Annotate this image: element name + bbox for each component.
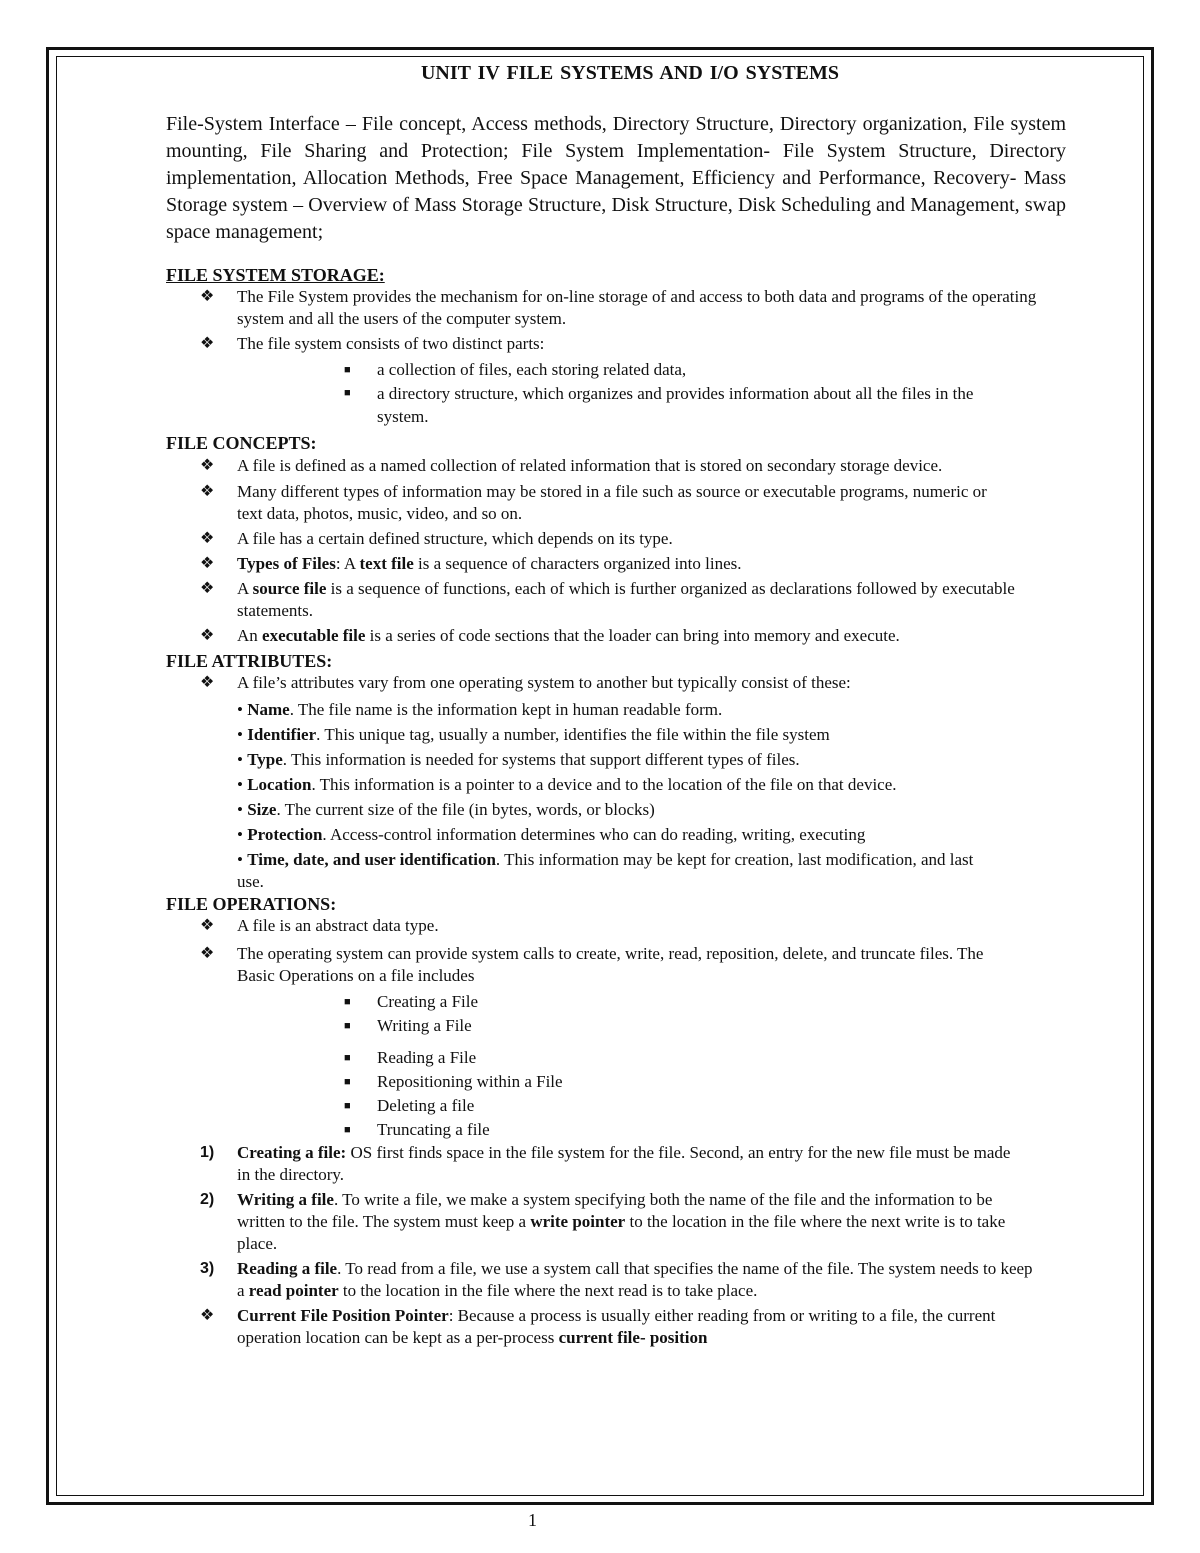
- diamond-bullet-icon: ❖: [200, 530, 215, 547]
- diamond-bullet-icon: ❖: [200, 917, 215, 934]
- attribute-item: • Size. The current size of the file (in bytes, words, or blocks): [237, 800, 655, 819]
- numbered-item: 1) Creating a file: OS first finds space in the file system for the file. Second, an entry for the new file must be made in the directory.: [200, 1143, 1011, 1184]
- sub-list-item: ■ a directory structure, which organizes and provides information about all the files in the system.: [344, 384, 974, 426]
- operation-list-item: ■ Creating a File: [166, 990, 1066, 1014]
- dot-bullet-icon: •: [237, 700, 248, 719]
- attribute-item: • Time, date, and user identification. This information may be kept for creation, last modification, and last use.: [237, 850, 974, 891]
- syllabus-intro: File-System Interface – File concept, Access methods, Directory Structure, Directory organization, File system mounting, File Sharing and Protection; File System Implementation- File System Structure, Directory implementation, Allocation Methods, Free Space Management, Efficiency and Performance, Recovery- Mass Storage system – Overview of Mass Storage Structure, Disk Structure, Disk Scheduling and Management, swap space management;: [166, 113, 1066, 243]
- numbered-item: 3) Reading a file. To read from a file, we use a system call that specifies the name of the file. The system needs to keep a read pointer to the location in the file where the next read is to take place.: [200, 1259, 1033, 1300]
- operation-list-item: ■ Writing a File: [166, 1014, 1066, 1038]
- diamond-bullet-icon: ❖: [200, 627, 215, 644]
- attribute-item: • Name. The file name is the information kept in human readable form.: [237, 700, 723, 719]
- heading-file-system-storage: FILE SYSTEM STORAGE:: [166, 265, 385, 285]
- list-item: ❖ The operating system can provide system calls to create, write, read, reposition, delete, and truncate files. The Basic Operations on a file includes: [200, 944, 984, 985]
- heading-file-operations: FILE OPERATIONS:: [166, 894, 337, 914]
- heading-file-attributes: FILE ATTRIBUTES:: [166, 651, 333, 671]
- square-bullet-icon: ■: [344, 996, 351, 1008]
- dot-bullet-icon: •: [237, 800, 248, 819]
- dot-bullet-icon: •: [237, 850, 248, 869]
- square-bullet-icon: ■: [344, 1100, 351, 1112]
- list-item: ❖ A source file is a sequence of functions, each of which is further organized as declarations followed by executable statements.: [200, 579, 1015, 620]
- square-bullet-icon: ■: [344, 364, 351, 376]
- attribute-item: • Type. This information is needed for systems that support different types of files.: [237, 750, 800, 769]
- list-item: ❖ Current File Position Pointer: Because a process is usually either reading from or writing to a file, the current operation location can be kept as a per-process current file- position: [200, 1306, 996, 1347]
- page-number: 1: [528, 1510, 537, 1530]
- diamond-bullet-icon: ❖: [200, 674, 215, 691]
- list-item: ❖ Many different types of information may be stored in a file such as source or executable programs, numeric or text data, photos, music, video, and so on.: [200, 482, 987, 523]
- attribute-item: • Protection. Access-control information determines who can do reading, writing, executing: [237, 825, 866, 844]
- list-item: ❖ A file is an abstract data type.: [200, 916, 439, 935]
- diamond-bullet-icon: ❖: [200, 945, 215, 962]
- diamond-bullet-icon: ❖: [200, 335, 215, 352]
- square-bullet-icon: ■: [344, 1052, 351, 1064]
- operation-list-item: ■ Deleting a file: [166, 1094, 1066, 1118]
- diamond-bullet-icon: ❖: [200, 555, 215, 572]
- dot-bullet-icon: •: [237, 725, 248, 744]
- list-item: ❖ An executable file is a series of code sections that the loader can bring into memory and execute.: [200, 626, 900, 645]
- numbered-item: 2) Writing a file. To write a file, we make a system specifying both the name of the file and the information to be written to the file. The system must keep a write pointer to the location in the file where the next write is to take place.: [200, 1190, 1006, 1253]
- operation-list-item: ■ Repositioning within a File: [166, 1070, 1066, 1094]
- attribute-item: • Identifier. This unique tag, usually a number, identifies the file within the file system: [237, 725, 830, 744]
- operation-list-item: ■ Truncating a file: [166, 1118, 1066, 1142]
- diamond-bullet-icon: ❖: [200, 483, 215, 500]
- list-item: ❖ The file system consists of two distinct parts:: [200, 334, 545, 353]
- square-bullet-icon: ■: [344, 387, 351, 399]
- attribute-item: • Location. This information is a pointer to a device and to the location of the file on that device.: [237, 775, 897, 794]
- document-content: [166, 62, 1066, 1352]
- list-item: ❖ The File System provides the mechanism for on-line storage of and access to both data and programs of the operating system and all the users of the computer system.: [200, 287, 1037, 328]
- sub-list-item: ■ a collection of files, each storing related data,: [166, 358, 1066, 382]
- operation-list-item: ■ Reading a File: [166, 1046, 1066, 1070]
- square-bullet-icon: ■: [344, 1124, 351, 1136]
- heading-file-concepts: FILE CONCEPTS:: [166, 433, 317, 453]
- diamond-bullet-icon: ❖: [200, 288, 215, 305]
- square-bullet-icon: ■: [344, 1076, 351, 1088]
- list-item: ❖ A file’s attributes vary from one operating system to another but typically consist of these:: [200, 673, 851, 692]
- diamond-bullet-icon: ❖: [200, 457, 215, 474]
- list-item: ❖ A file is defined as a named collection of related information that is stored on secondary storage device.: [166, 454, 1066, 478]
- diamond-bullet-icon: ❖: [200, 1307, 215, 1324]
- square-bullet-icon: ■: [344, 1020, 351, 1032]
- dot-bullet-icon: •: [237, 825, 248, 844]
- dot-bullet-icon: •: [237, 750, 248, 769]
- list-item: ❖ A file has a certain defined structure, which depends on its type.: [200, 529, 673, 548]
- diamond-bullet-icon: ❖: [200, 580, 215, 597]
- dot-bullet-icon: •: [237, 775, 248, 794]
- list-item: ❖ Types of Files: A text file is a sequence of characters organized into lines.: [200, 554, 742, 573]
- page-title: UNIT IV FILE SYSTEMS AND I/O SYSTEMS: [420, 62, 840, 84]
